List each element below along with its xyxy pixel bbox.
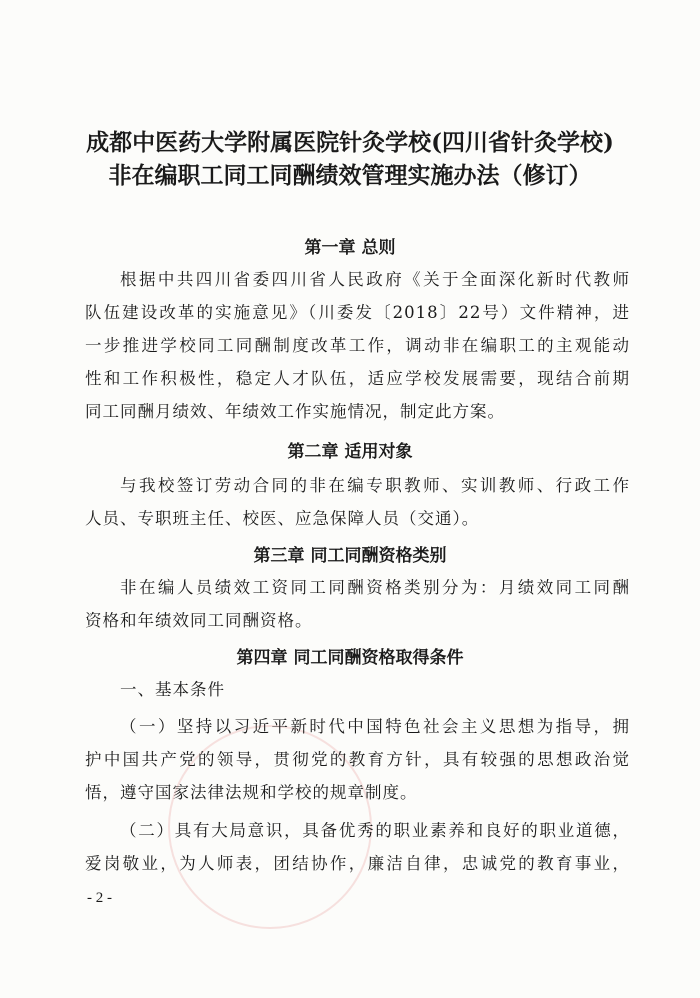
paragraph-line: 队伍建设改革的实施意见》（川委发〔2018〕22号）文件精神，进 [85,303,630,322]
document-title-line-1: 成都中医药大学附属医院针灸学校(四川省针灸学校) [86,129,614,156]
paragraph-line: （一）坚持以习近平新时代中国特色社会主义思想为指导，拥 [120,717,630,736]
paragraph-line: 非在编人员绩效工资同工同酬资格类别分为：月绩效同工同酬 [120,578,630,597]
chapter-2-heading: 第二章 适用对象 [287,442,413,462]
paragraph-line: 同工同酬月绩效、年绩效工作实施情况，制定此方案。 [85,402,505,421]
chapter-4-heading: 第四章 同工同酬资格取得条件 [236,648,464,668]
chapter-1-heading: 第一章 总则 [304,238,396,258]
paragraph-line: 资格和年绩效同工同酬资格。 [85,611,313,630]
paragraph-line: 一步推进学校同工同酬制度改革工作，调动非在编职工的主观能动 [85,336,630,355]
paragraph-line: 性和工作积极性，稳定人才队伍，适应学校发展需要，现结合前期 [85,369,630,388]
chapter-3-heading: 第三章 同工同酬资格类别 [253,546,447,566]
paragraph-line: 悟，遵守国家法律法规和学校的规章制度。 [85,783,418,802]
paragraph-line: 爱岗敬业，为人师表，团结协作，廉洁自律，忠诚党的教育事业， [85,854,630,873]
page-number: - 2 - [87,890,112,906]
document-title-line-2: 非在编职工同工同酬绩效管理实施办法（修订） [108,162,592,189]
paragraph-line: （二）具有大局意识，具备优秀的职业素养和良好的职业道德， [120,821,630,840]
paragraph-line: 护中国共产党的领导，贯彻党的教育方针，具有较强的思想政治觉 [85,750,630,769]
section-heading: 一、基本条件 [120,680,225,699]
paragraph-line: 与我校签订劳动合同的非在编专职教师、实训教师、行政工作 [120,476,630,495]
paragraph-line: 根据中共四川省委四川省人民政府《关于全面深化新时代教师 [120,270,630,289]
paragraph-line: 人员、专职班主任、校医、应急保障人员（交通）。 [85,509,480,528]
